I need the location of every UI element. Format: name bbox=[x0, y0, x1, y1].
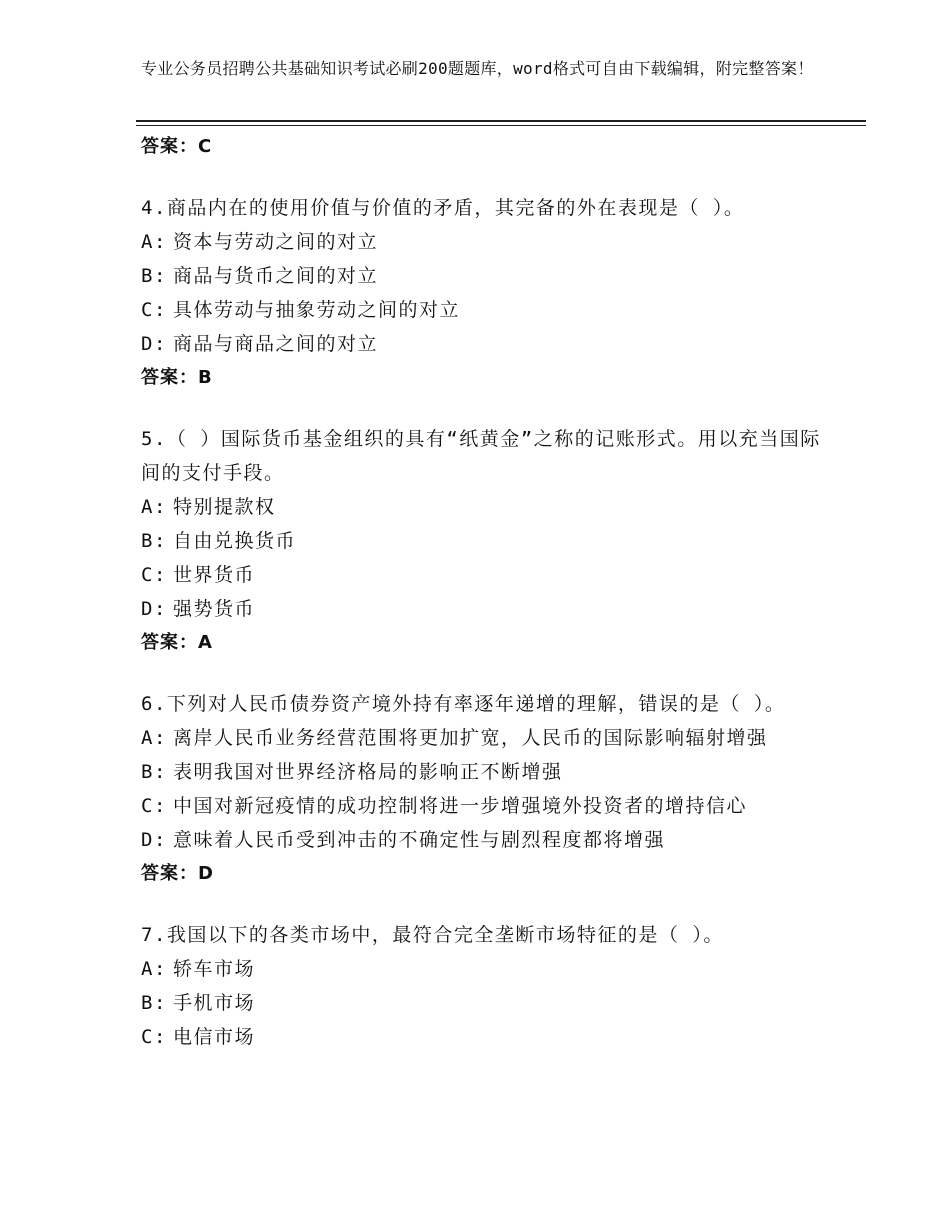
option-text: 自由兑换货币 bbox=[173, 530, 297, 552]
option-text: 轿车市场 bbox=[173, 958, 256, 980]
option-text: 离岸人民币业务经营范围将更加扩宽，人民币的国际影响辐射增强 bbox=[173, 727, 768, 749]
option-key: C: bbox=[141, 1026, 167, 1048]
option-key: A: bbox=[141, 727, 167, 749]
option-text: 具体劳动与抽象劳动之间的对立 bbox=[173, 299, 461, 321]
option-text: 电信市场 bbox=[173, 1026, 256, 1048]
option-key: C: bbox=[141, 795, 167, 817]
answer-line: 答案：B bbox=[141, 367, 213, 388]
option-b bbox=[141, 259, 831, 293]
option-a bbox=[141, 721, 831, 755]
option-key: C: bbox=[141, 299, 167, 321]
option-c bbox=[141, 789, 831, 823]
header-title: 专业公务员招聘公共基础知识考试必刷200题题库，word格式可自由下载编辑，附完整答案！ bbox=[141, 59, 814, 78]
option-key: A: bbox=[141, 958, 167, 980]
question-stem: 6.下列对人民币债券资产境外持有率逐年递增的理解，错误的是（ ）。 bbox=[141, 693, 786, 715]
option-key: B: bbox=[141, 265, 167, 287]
question-item bbox=[141, 422, 831, 660]
question-item bbox=[141, 918, 831, 1054]
option-text: 世界货币 bbox=[173, 564, 256, 586]
option-a bbox=[141, 490, 831, 524]
option-b bbox=[141, 524, 831, 558]
option-key: A: bbox=[141, 496, 167, 518]
option-c bbox=[141, 558, 831, 592]
option-text: 手机市场 bbox=[173, 992, 256, 1014]
option-text: 商品与商品之间的对立 bbox=[173, 333, 379, 355]
header-rule-thin bbox=[136, 125, 866, 126]
option-a bbox=[141, 952, 831, 986]
option-text: 特别提款权 bbox=[173, 496, 276, 518]
answer-line: 答案：D bbox=[141, 863, 214, 884]
option-key: D: bbox=[141, 333, 167, 355]
question-item bbox=[141, 191, 831, 395]
option-key: A: bbox=[141, 231, 167, 253]
question-item bbox=[141, 687, 831, 891]
option-c bbox=[141, 1020, 831, 1054]
option-text: 资本与劳动之间的对立 bbox=[173, 231, 379, 253]
option-a bbox=[141, 225, 831, 259]
answer-line: 答案：A bbox=[141, 632, 213, 653]
answer-line: 答案：C bbox=[141, 136, 213, 157]
option-key: C: bbox=[141, 564, 167, 586]
option-key: B: bbox=[141, 761, 167, 783]
option-d bbox=[141, 327, 831, 361]
option-key: D: bbox=[141, 598, 167, 620]
option-key: B: bbox=[141, 992, 167, 1014]
document-body bbox=[141, 130, 831, 1054]
header-rule-thick bbox=[136, 120, 866, 122]
option-key: D: bbox=[141, 829, 167, 851]
option-text: 强势货币 bbox=[173, 598, 256, 620]
option-text: 商品与货币之间的对立 bbox=[173, 265, 379, 287]
option-text: 中国对新冠疫情的成功控制将进一步增强境外投资者的增持信心 bbox=[173, 795, 748, 817]
option-d bbox=[141, 823, 831, 857]
option-d bbox=[141, 592, 831, 626]
document-header bbox=[141, 58, 821, 80]
option-c bbox=[141, 293, 831, 327]
option-key: B: bbox=[141, 530, 167, 552]
option-text: 意味着人民币受到冲击的不确定性与剧烈程度都将增强 bbox=[173, 829, 666, 851]
question-stem: 7.我国以下的各类市场中，最符合完全垄断市场特征的是（ ）。 bbox=[141, 924, 724, 946]
option-text: 表明我国对世界经济格局的影响正不断增强 bbox=[173, 761, 563, 783]
option-b bbox=[141, 755, 831, 789]
question-stem: 5.（ ）国际货币基金组织的具有“纸黄金”之称的记账形式。用以充当国际间的支付手段。 bbox=[141, 428, 821, 484]
option-b bbox=[141, 986, 831, 1020]
question-stem: 4.商品内在的使用价值与价值的矛盾，其完备的外在表现是（ ）。 bbox=[141, 197, 745, 219]
